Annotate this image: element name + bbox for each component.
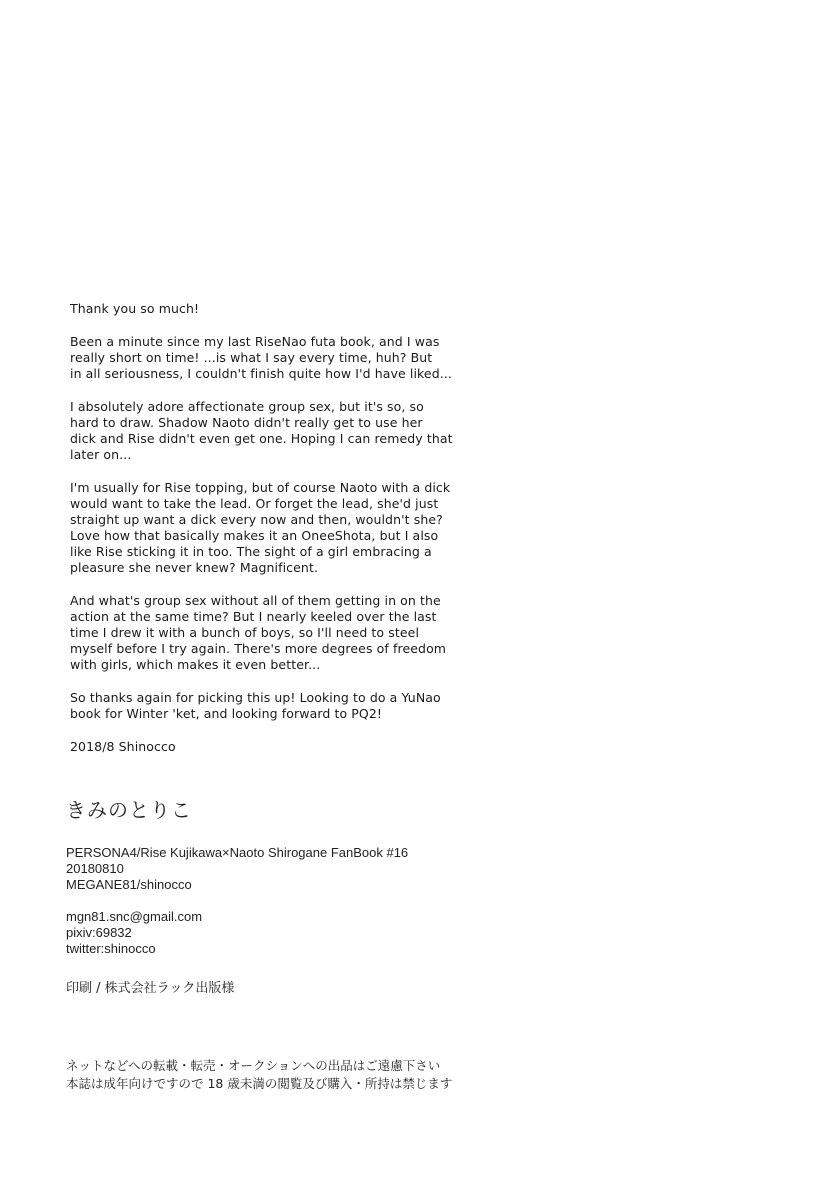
colophon-author: MEGANE81/shinocco (66, 877, 192, 892)
colophon-twitter: twitter:shinocco (66, 941, 156, 956)
afterword-paragraph-intro: Been a minute since my last RiseNao futa book, and I was really short on time! ...is what I say every time, huh? But in all seriousness, I couldn't finish quite how I'd have liked... (70, 334, 452, 381)
afterword-paragraph-closing: So thanks again for picking this up! Looking to do a YuNao book for Winter 'ket, and looking forward to PQ2! (70, 690, 441, 721)
colophon-title: PERSONA4/Rise Kujikawa×Naoto Shirogane FanBook #16 (66, 845, 409, 860)
colophon-book-info (66, 845, 408, 893)
colophon (66, 845, 408, 973)
colophon-email: mgn81.snc@gmail.com (66, 909, 203, 924)
notice-age-restriction: 本誌は成年向けですので 18 歳未満の閲覧及び購入・所持は禁じます (66, 1076, 453, 1091)
colophon-contact (66, 909, 408, 957)
legal-notice (66, 1057, 452, 1093)
afterword-signature: 2018/8 Shinocco (70, 739, 176, 754)
notice-reprint: ネットなどへの転載・転売・オークションへの出品はご遠慮下さい (66, 1058, 441, 1073)
colophon-date: 20180810 (66, 861, 124, 876)
afterword (70, 301, 530, 772)
afterword-paragraph-sametime: And what's group sex without all of them getting in on the action at the same time? But I nearly keeled over the last time I drew it with a bunch of boys, so I'll need to steel myself before I try again. There's more degrees of freedom with girls, which makes it even better... (70, 593, 447, 672)
afterword-paragraph-thanks: Thank you so much! (70, 301, 200, 316)
circle-name: きみのとりこ (66, 798, 192, 822)
printer-credit: 印刷 / 株式会社ラック出版様 (66, 981, 235, 996)
afterword-paragraph-group: I absolutely adore affectionate group sex, but it's so, so hard to draw. Shadow Naoto didn't really get to use her dick and Rise didn't even get one. Hoping I can remedy that later on... (70, 399, 453, 462)
afterword-paragraph-topping: I'm usually for Rise topping, but of course Naoto with a dick would want to take the lead. Or forget the lead, she'd just straight up want a dick every now and then, wouldn't she? Love how that basically makes it an OneeShota, but I also like Rise sticking it in too. The sight of a girl embracing a pleasure she never knew? Magnificent. (70, 480, 451, 575)
colophon-pixiv: pixiv:69832 (66, 925, 132, 940)
